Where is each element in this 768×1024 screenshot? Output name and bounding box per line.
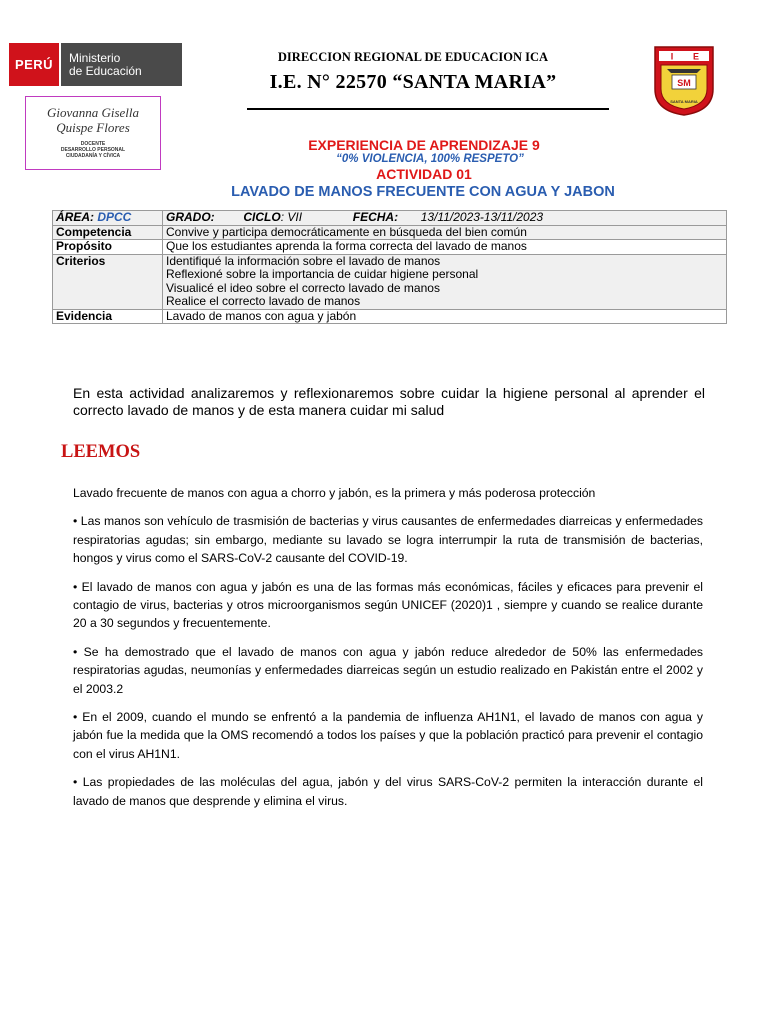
teacher-role-line2: DESARROLLO PERSONAL	[60, 147, 126, 153]
cycle-label: CICLO	[243, 210, 281, 224]
activity-title: ACTIVIDAD 01	[376, 166, 472, 182]
ministry-line2: de Educación	[69, 64, 142, 78]
section-title: LEEMOS	[61, 442, 141, 462]
purpose-label: Propósito	[53, 240, 163, 255]
reading-body	[73, 484, 703, 820]
topic-title: LAVADO DE MANOS FRECUENTE CON AGUA Y JABON	[231, 184, 615, 200]
school-crest-icon	[653, 45, 715, 117]
intro-paragraph: En esta actividad analizaremos y reflexionaremos sobre cuidar la higiene personal al aprender el correcto lavado de manos y de esta manera cuidar mi salud	[73, 385, 705, 418]
table-row	[53, 225, 727, 240]
table-row	[53, 309, 727, 324]
header-divider	[247, 108, 609, 110]
paragraph: • Las propiedades de las moléculas del agua, jabón y del virus SARS-CoV-2 permiten la interacción durante el lavado de manos que desprende y elimina el virus.	[73, 775, 703, 808]
crest-monogram: SM	[677, 78, 691, 88]
criteria-item: Identifiqué la información sobre el lavado de manos	[166, 253, 441, 268]
purpose-value: Que los estudiantes aprenda la forma correcta del lavado de manos	[163, 240, 727, 255]
competence-value: Convive y participa democráticamente en búsqueda del bien común	[163, 225, 727, 240]
evidence-label: Evidencia	[53, 309, 163, 324]
area-label: ÁREA:	[56, 210, 94, 224]
paragraph: • El lavado de manos con agua y jabón es una de las formas más económicas, fáciles y eficaces para prevenir el contagio de virus, bacterias y otros microorganismos según UNICEF (2020)1 , siempre y cuando se realice durante 20 a 30 segundos y frecuentemente.	[73, 579, 703, 631]
grade-label: GRADO:	[166, 210, 215, 224]
crest-letter-i: I	[670, 51, 674, 62]
criteria-item: Visualicé el ideo sobre el correcto lavado de manos	[166, 280, 440, 295]
paragraph: • Se ha demostrado que el lavado de manos con agua y jabón reduce alrededor de 50% las enfermedades respiratorias agudas, neumonías y enfermedades diarreicas según un estudio realizado en Pakistán entre el 2002 y el 2003.2	[73, 644, 703, 696]
crest-motto: SANTA MARIA	[670, 99, 698, 104]
teacher-role-line3: CIUDADANÍA Y CÍVICA	[65, 153, 121, 159]
criteria-label: Criterios	[53, 254, 163, 309]
area-cell	[53, 211, 163, 226]
competence-label: Competencia	[53, 225, 163, 240]
regional-direction: DIRECCION REGIONAL DE EDUCACION ICA	[277, 50, 549, 64]
peru-badge: PERÚ	[9, 43, 59, 86]
criteria-list	[163, 254, 727, 309]
ministry-line1: Ministerio	[69, 51, 121, 65]
session-info-table	[52, 210, 727, 324]
area-value: DPCC	[97, 210, 132, 224]
date-label: FECHA:	[352, 210, 399, 224]
paragraph: • Las manos son vehículo de trasmisión de bacterias y virus causantes de enfermedades diarreicas y enfermedades respiratorias agudas; sin embargo, mediante su lavado se logra interrumpir la ruta de transmisión de bacterias, hongos y virus como el SARS-CoV-2 causante del COVID-19.	[73, 514, 703, 566]
grade-cycle-date-cell	[163, 211, 727, 226]
paragraph: Lavado frecuente de manos con agua a chorro y jabón, es la primera y más poderosa protección	[73, 486, 596, 500]
teacher-name-line2: Quispe Flores	[56, 120, 130, 135]
table-row	[53, 254, 727, 309]
teacher-role-line1: DOCENTE	[80, 141, 106, 147]
crest-letter-e: E	[692, 51, 700, 62]
criteria-item: Realice el correcto lavado de manos	[166, 294, 361, 308]
school-name: I.E. N° 22570 “SANTA MARIA”	[269, 71, 557, 93]
teacher-name	[26, 105, 160, 135]
date-value: 13/11/2023-13/11/2023	[420, 210, 544, 224]
evidence-value: Lavado de manos con agua y jabón	[163, 309, 727, 324]
experience-title: EXPERIENCIA DE APRENDIZAJE 9	[308, 137, 540, 153]
paragraph: • En el 2009, cuando el mundo se enfrentó a la pandemia de influenza AH1N1, el lavado de manos con agua y jabón fue la medida que la OMS recomendó a todos los países y que la población practicó para prevenir el contagio con el virus AH1N1.	[73, 710, 703, 761]
table-row	[53, 240, 727, 255]
table-row	[53, 211, 727, 226]
cycle-value: : VII	[280, 210, 303, 224]
teacher-name-line1: Giovanna Gisella	[46, 105, 140, 120]
criteria-item: Reflexioné sobre la importancia de cuidar higiene personal	[166, 267, 479, 281]
slogan: “0% VIOLENCIA, 100% RESPETO”	[336, 153, 524, 165]
